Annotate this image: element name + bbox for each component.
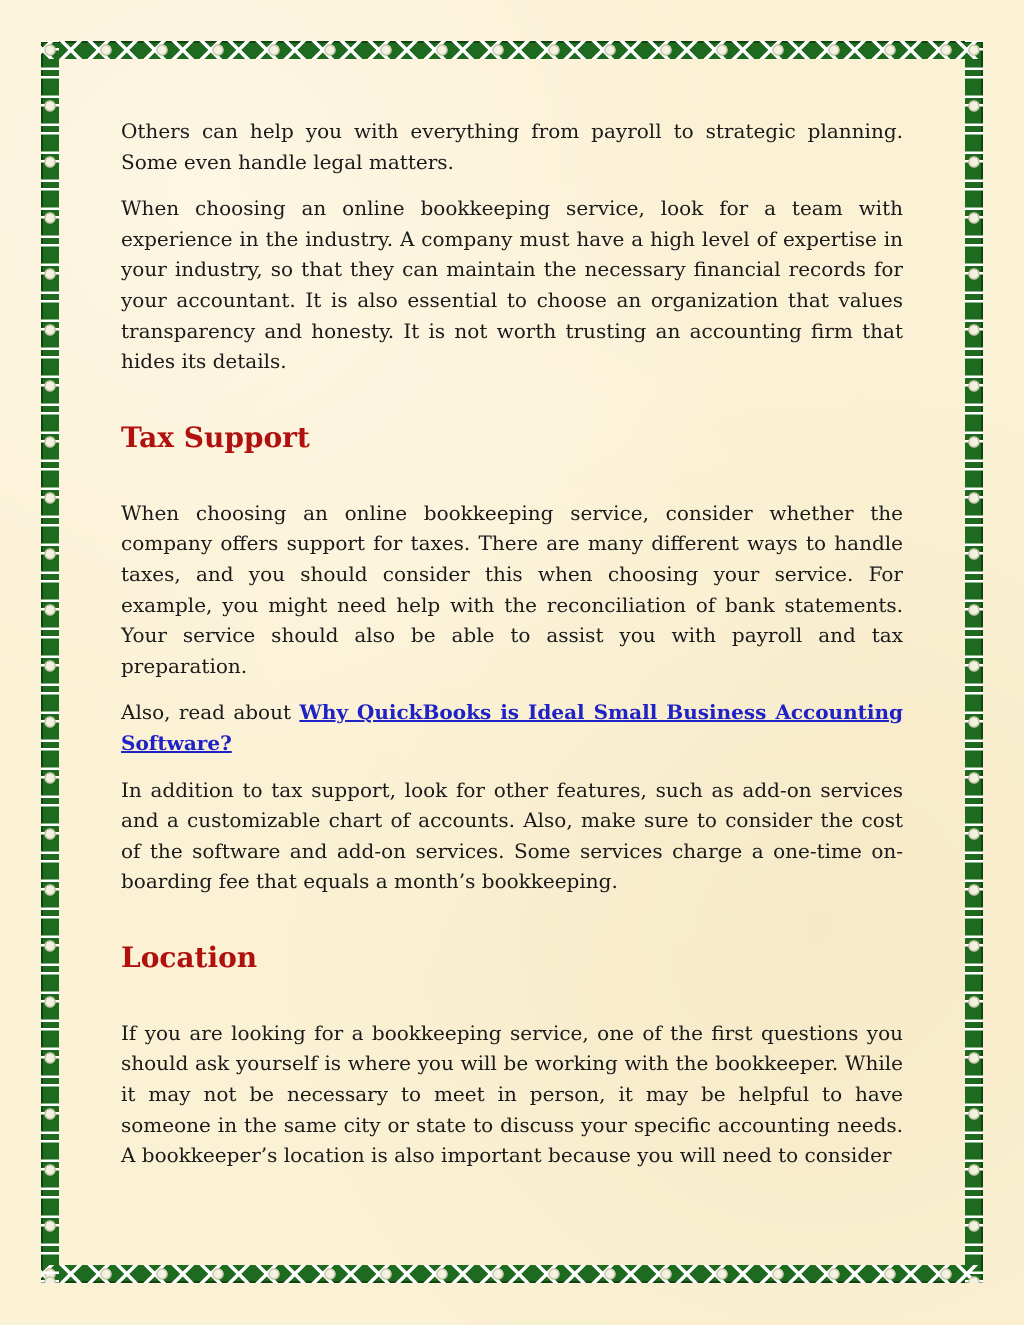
border-top-pattern — [41, 41, 983, 59]
border-bottom-pattern — [41, 1265, 983, 1283]
border-left-pattern — [41, 41, 59, 1283]
paragraph-choosing-service: When choosing an online bookkeeping service, look for a team with experience in the industry. A company must have a high level of expertise in your industry, so that they can maintain the necessary financial records for your accountant. It is also essential to choose an organization that values transparency and honesty. It is not worth trusting an accounting firm that hides its details. — [121, 196, 903, 374]
border-right-pattern — [965, 41, 983, 1283]
also-read-prefix: Also, read about — [121, 700, 300, 725]
heading-location: Location — [121, 940, 258, 974]
paragraph-location: If you are looking for a bookkeeping service, one of the first questions you should ask yourself is where you will be working with the bookkeeper. While it may not be necessary to meet in person, it may be helpful to have someone in the same city or state to discuss your specific accounting needs. A bookkeeper’s location is also important because you will need to consider — [121, 1020, 903, 1168]
paragraph-also-read — [121, 697, 903, 758]
heading-tax-support: Tax Support — [121, 420, 310, 454]
quickbooks-article-link[interactable]: Why QuickBooks is Ideal Small Business Accounting Software? — [121, 700, 903, 755]
paragraph-tax-support: When choosing an online bookkeeping service, consider whether the company offers support for taxes. There are many different ways to handle taxes, and you should consider this when choosing your service. For example, you might need help with the reconciliation of bank statements. Your service should also be able to assist you with payroll and tax preparation. — [121, 500, 903, 678]
document-content — [121, 116, 903, 1171]
paragraph-additional-features: In addition to tax support, look for other features, such as add-on services and a customizable chart of accounts. Also, make sure to consider the cost of the software and add-on services. Some services charge a one-time on-boarding fee that equals a month’s bookkeeping. — [121, 777, 903, 894]
paragraph-others-help: Others can help you with everything from payroll to strategic planning. Some even handle legal matters. — [121, 119, 903, 174]
